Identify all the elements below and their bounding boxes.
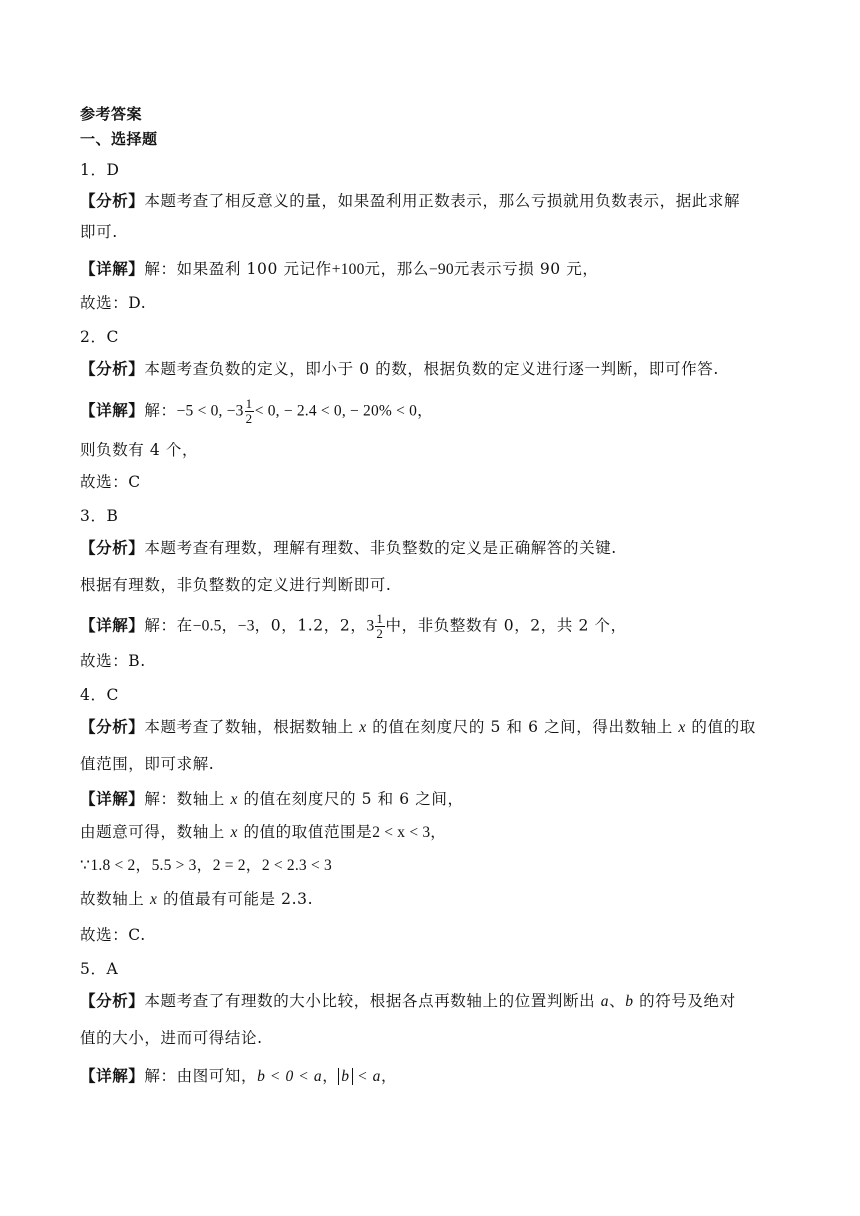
q4-detail-line4 — [80, 889, 313, 910]
q1-analysis — [80, 191, 740, 211]
q1-answer: 1．D — [80, 161, 120, 179]
page-title: 参考答案 — [80, 105, 143, 123]
q4-answer: 4．C — [80, 686, 120, 704]
math-expr: +100 — [331, 261, 365, 278]
separator: ， — [381, 1067, 398, 1085]
detail-text: 元，那么 — [364, 260, 429, 278]
detail-text: ， — [417, 401, 434, 420]
math-expr: 2 = 2 — [212, 857, 246, 874]
detail-tag: 【详解】 — [80, 790, 145, 808]
math-expr: −0.5 — [192, 617, 222, 635]
detail-text: 中，非负整数有 0，2，共 2 个， — [385, 616, 627, 635]
math-expr: b < 0 < a — [257, 1068, 323, 1085]
math-expr: < a — [352, 1068, 382, 1085]
math-expr: −5 < 0, −3 — [176, 402, 244, 420]
fraction-numerator: 1 — [376, 611, 384, 626]
q3-answer: 3．B — [80, 507, 119, 525]
analysis-text: 本题考查了相反意义的量，如果盈利用正数表示，那么亏损就用负数表示，据此求解 — [144, 192, 741, 210]
separator: ， — [322, 1067, 339, 1085]
detail-text: 故数轴上 — [80, 890, 150, 908]
q3-analysis-cont: 根据有理数，非负整数的定义进行判断即可. — [80, 576, 392, 594]
q2-conclusion: 故选：C — [80, 473, 141, 491]
math-expr: 5.5 > 3 — [151, 857, 197, 874]
q1-conclusion: 故选：D. — [80, 294, 147, 312]
analysis-text: 的符号及绝对 — [633, 992, 736, 1010]
detail-tag: 【详解】 — [80, 260, 145, 278]
detail-text: ，0，1.2，2， — [254, 616, 367, 635]
q5-detail — [80, 1066, 397, 1087]
detail-text: 的值最有可能是 2.3. — [157, 890, 314, 908]
variable-x: x — [149, 891, 158, 908]
q4-conclusion: 故选：C. — [80, 926, 146, 944]
variable-x: x — [678, 719, 686, 736]
mixed-number-whole: 3 — [366, 617, 375, 635]
detail-text: 解：在 — [144, 616, 193, 635]
math-expr: 2 < 2.3 < 3 — [261, 857, 332, 874]
variable-x: x — [230, 824, 238, 841]
fraction-denominator: 2 — [245, 411, 253, 426]
detail-tag: 【详解】 — [80, 1067, 145, 1085]
variable-x: x — [230, 791, 238, 808]
q4-detail — [80, 789, 464, 810]
q4-analysis-cont: 值范围，即可求解. — [80, 755, 215, 773]
detail-tag: 【详解】 — [80, 401, 145, 420]
q1-analysis-cont: 即可. — [80, 223, 118, 241]
q1-detail — [80, 259, 598, 280]
analysis-text: 的值在刻度尺的 5 和 6 之间，得出数轴上 — [366, 718, 679, 736]
detail-text: 解：如果盈利 100 元记作 — [144, 260, 332, 278]
fraction — [375, 612, 384, 641]
because-symbol: ∵ — [80, 856, 91, 874]
q5-analysis — [80, 991, 736, 1012]
q3-detail — [80, 612, 627, 641]
detail-text: ， — [221, 616, 238, 635]
math-expr: −90 — [428, 261, 454, 278]
detail-text: 由题意可得，数轴上 — [80, 823, 231, 841]
q5-analysis-cont: 值的大小，进而可得结论. — [80, 1029, 263, 1047]
separator: ， — [196, 856, 213, 874]
analysis-tag: 【分析】 — [80, 360, 145, 378]
q2-detail-cont: 则负数有 4 个， — [80, 441, 199, 459]
detail-text: 解：由图可知， — [144, 1067, 258, 1085]
analysis-tag: 【分析】 — [80, 718, 145, 736]
detail-text: 的值的取值范围是 — [237, 823, 373, 841]
math-expr: < 0, − 2.4 < 0, − 20% < 0 — [254, 402, 418, 420]
q2-detail — [80, 397, 433, 426]
fraction-denominator: 2 — [376, 626, 384, 641]
absolute-value: b — [338, 1068, 352, 1085]
q3-analysis — [80, 538, 617, 558]
variable-b: b — [625, 993, 634, 1010]
analysis-text: 的值的取 — [685, 718, 756, 736]
detail-text: 解： — [144, 401, 177, 420]
detail-text: 元表示亏损 90 元， — [453, 260, 599, 278]
q4-detail-line2 — [80, 822, 446, 843]
math-expr: 1.8 < 2 — [90, 857, 136, 874]
detail-tag: 【详解】 — [80, 616, 145, 635]
math-expr: −3 — [237, 617, 255, 635]
separator: ， — [245, 856, 262, 874]
analysis-text: 本题考查有理数，理解有理数、非负整数的定义是正确解答的关键. — [144, 539, 617, 557]
variable-x: x — [359, 719, 367, 736]
detail-text: 解：数轴上 — [144, 790, 231, 808]
analysis-text: 本题考查了数轴，根据数轴上 — [144, 718, 360, 736]
math-expr: 2 < x < 3 — [372, 824, 431, 841]
analysis-tag: 【分析】 — [80, 992, 145, 1010]
q4-analysis — [80, 717, 756, 738]
q2-answer: 2．C — [80, 328, 120, 346]
section-heading: 一、选择题 — [80, 130, 158, 148]
analysis-tag: 【分析】 — [80, 539, 145, 557]
separator: 、 — [609, 992, 626, 1010]
q3-conclusion: 故选：B. — [80, 652, 146, 670]
analysis-text: 本题考查了有理数的大小比较，根据各点再数轴上的位置判断出 — [144, 992, 601, 1010]
analysis-tag: 【分析】 — [80, 192, 145, 210]
analysis-text: 本题考查负数的定义，即小于 0 的数，根据负数的定义进行逐一判断，即可作答. — [144, 360, 719, 378]
detail-text: 的值在刻度尺的 5 和 6 之间， — [237, 790, 464, 808]
q4-detail-line3 — [80, 855, 332, 876]
variable-a: a — [600, 993, 610, 1010]
fraction — [245, 397, 254, 426]
q2-analysis — [80, 359, 719, 379]
detail-text: ， — [430, 823, 447, 841]
q5-answer: 5．A — [80, 960, 119, 978]
fraction-numerator: 1 — [245, 396, 253, 411]
separator: ， — [135, 856, 152, 874]
